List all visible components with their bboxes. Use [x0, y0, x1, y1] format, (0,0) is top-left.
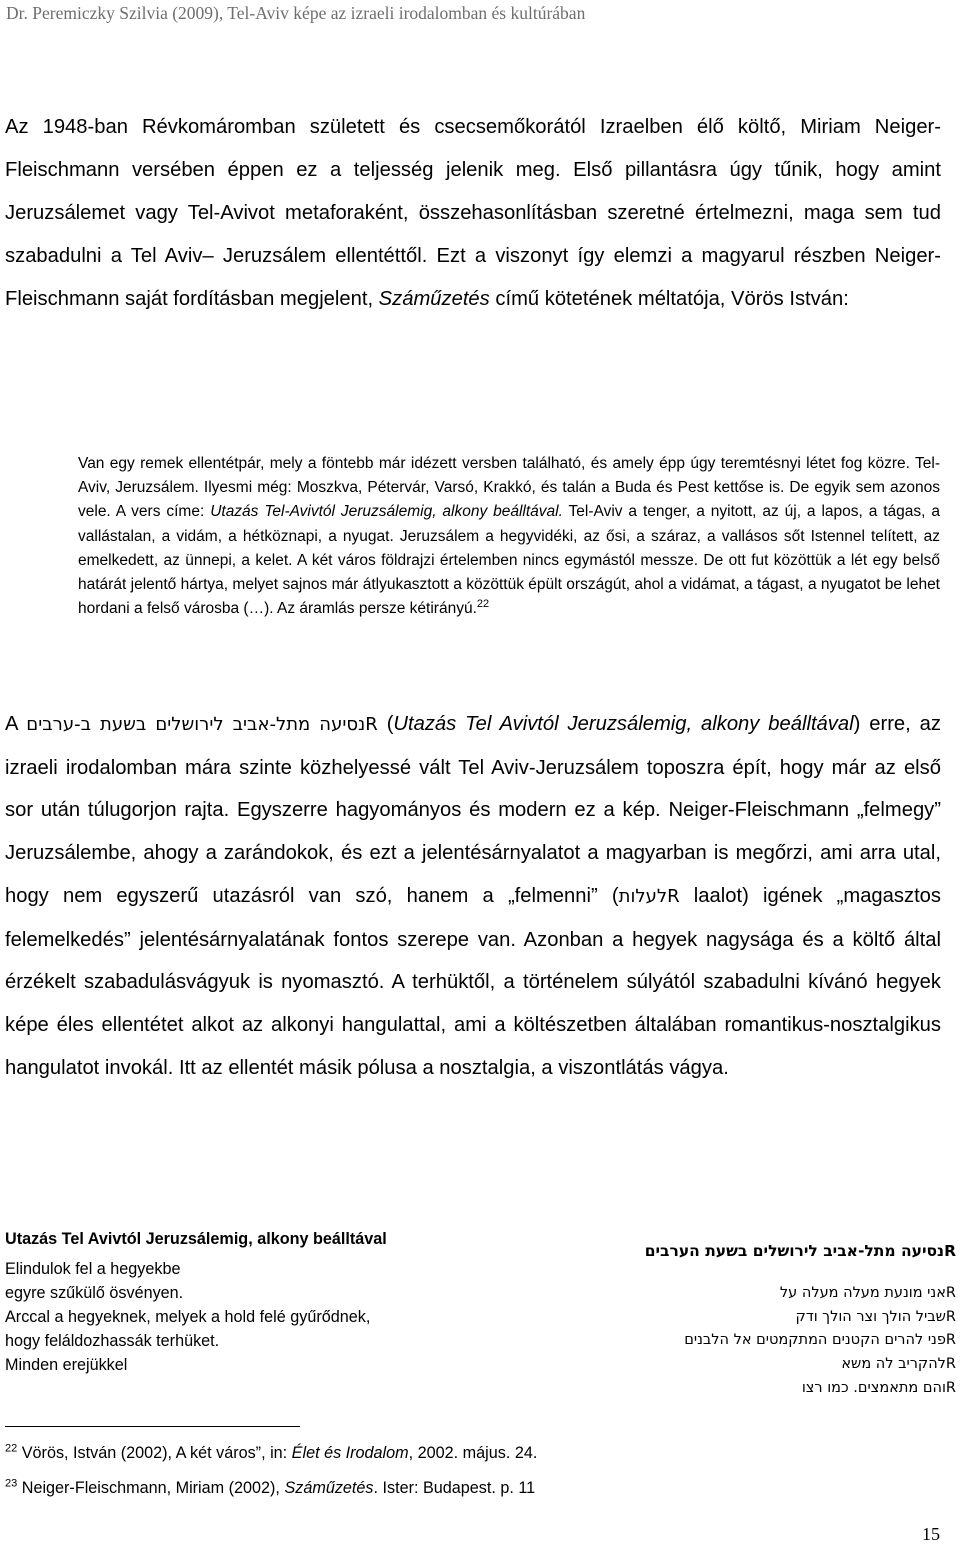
- paragraph-analysis-text-b: (: [377, 713, 394, 735]
- paragraph-analysis-text-a: A: [5, 713, 27, 735]
- poem-line-hebrew: Rלהקריב לה משא: [841, 1356, 956, 1373]
- paragraph-intro-text-b: című kötetének méltatója, Vörös István:: [489, 288, 849, 310]
- paragraph-analysis-text-c: ) erre, az izraeli irodalomban mára szinte közhelyessé vált Tel Aviv-Jeruzsálem toposzra épít, hogy már az első sor után túlugorjon rajta. Egyszerre hagyományos és modern ez a kép. Neiger-Fleischmann „felmegy” Jeruzsálembe, ahogy a zarándokok, és ezt a jelentésárnyalatot a magyarban is megőrzi, ami arra utal, hogy nem egyszerű utazásról van szó, hanem a „felmenni” (: [5, 713, 941, 907]
- quote-text-b: Tel-Aviv a tenger, a nyitott, az új, a lapos, a tágas, a vallástalan, a vidám, a hétköznapi, a nyugat. Jeruzsálem a hegyvidéki, az ősi, a száraz, a vallásos sőt Istennel telített, az emelkedett, az ünnepi, a kelet. A két város földrajzi értelemben nincs egymástól messze. De ott fut közöttük a lét egy belső határát jelentő hártya, melyet sajnos már átlyukasztott a közöttük épült országút, ahol a vidámat, a tágast, a nyugatot be lehet hordani a felső városba (…). Az áramlás persze kétirányú.: [78, 503, 940, 618]
- poem-title-italic: Utazás Tel Avivtól Jeruzsálemig, alkony beálltával: [393, 713, 854, 735]
- poem-line: Minden erejükkel: [5, 1356, 128, 1374]
- footnote-text-b: , 2002. május. 24.: [408, 1444, 538, 1462]
- paragraph-analysis-text-d: laalot) igének „magasztos felemelkedés” jelentésárnyalatának fontos szerepe van. Azonban a hegyek nagysága és a költő által érzékelt szabadulásvágyuk is nyomasztó. A terhüktől, a történelem súlyától szabadulni kívánó hegyek képe éles ellentétet alkot az alkonyi hangulattal, ami a költészetben általában romantikus-nosztalgikus hangulatot invokál. Itt az ellentét másik pólusa a nosztalgia, a viszontlátás vágya.: [5, 884, 941, 1079]
- poem-line: egyre szűkülő ösvényen.: [5, 1284, 184, 1302]
- quote-text-a: Van egy remek ellentétpár, mely a föntebb már idézett versben található, és amely épp úgy teremtésnyi létet fog közre. Tel-Aviv, Jeruzsálem. Ilyesmi még: Moszkva, Pétervár, Varsó, Krakkó, és talán a Buda és Pest kettőse is. De egyik sem azonos vele. A vers címe:: [78, 455, 940, 521]
- poem-hungarian: [5, 1227, 475, 1377]
- poem-hungarian-title: Utazás Tel Avivtól Jeruzsálemig, alkony beálltával: [5, 1230, 387, 1248]
- hebrew-word-laalot: Rלעלות: [618, 885, 680, 907]
- paragraph-analysis: [5, 703, 941, 1089]
- quote-poem-title-italic: Utazás Tel-Avivtól Jeruzsálemig, alkony beálltával.: [210, 503, 563, 521]
- poem-line: Elindulok fel a hegyekbe: [5, 1260, 181, 1278]
- poem-line-hebrew: Rשביל הולך וצר הולך ודק: [795, 1308, 956, 1325]
- footnote-text-a: Neiger-Fleischmann, Miriam (2002),: [17, 1479, 285, 1497]
- footnote-ref-22[interactable]: 22: [476, 598, 490, 611]
- footnote-text-b: . Ister: Budapest. p. 11: [373, 1479, 536, 1497]
- poem-line: Arccal a hegyeknek, melyek a hold felé gyűrődnek,: [5, 1308, 371, 1326]
- footnote-italic: Száműzetés: [284, 1479, 374, 1497]
- paragraph-intro-text-a: Az 1948-ban Révkomáromban született és csecsemőkorától Izraelben élő költő, Miriam Neiger-Fleischmann versében éppen ez a teljesség jelenik meg. Első pillantásra úgy tűnik, hogy amint Jeruzsálemet vagy Tel-Avivot metaforaként, összehasonlításban szeretné értelmezni, maga sem tud szabadulni a Tel Aviv– Jeruzsálem ellentéttől. Ezt a viszonyt így elemzi a magyarul részben Neiger-Fleischmann saját fordításban megjelent,: [5, 116, 941, 310]
- paragraph-intro: [5, 106, 941, 321]
- block-quote: [78, 452, 940, 621]
- footnote-number: 23: [5, 1477, 18, 1490]
- poem-line: hogy feláldozhassák terhüket.: [5, 1332, 220, 1350]
- footnote-separator: [5, 1426, 300, 1427]
- hebrew-poem-title-inline: Rנסיעה מתל-אביב לירושלים בשעת ב-ערבים: [26, 714, 378, 735]
- page-number: 15: [922, 1524, 940, 1544]
- poem-hebrew: [486, 1240, 956, 1401]
- poem-line-hebrew: Rוהם מתאמצים. כמו רצו: [801, 1379, 956, 1396]
- book-title-italic: Száműzetés: [378, 288, 490, 310]
- poem-line-hebrew: Rאני מונעת מעלה מעלה על: [779, 1284, 956, 1301]
- footnote-italic: Élet és Irodalom: [291, 1444, 409, 1462]
- footnote-text-a: Vörös, István (2002), A két város”, in:: [17, 1444, 292, 1462]
- footnote-22: [5, 1444, 935, 1463]
- footnote-number: 22: [5, 1442, 18, 1455]
- poem-hebrew-title: Rנסיעה מתל-אביב לירושלים בשעת הערבים: [644, 1242, 956, 1260]
- running-header: Dr. Peremiczky Szilvia (2009), Tel-Aviv képe az izraeli irodalomban és kultúrában: [6, 3, 586, 23]
- footnote-23: [5, 1479, 935, 1498]
- poem-line-hebrew: Rפני להרים הקטנים המתקמטים אל הלבנים: [684, 1332, 956, 1349]
